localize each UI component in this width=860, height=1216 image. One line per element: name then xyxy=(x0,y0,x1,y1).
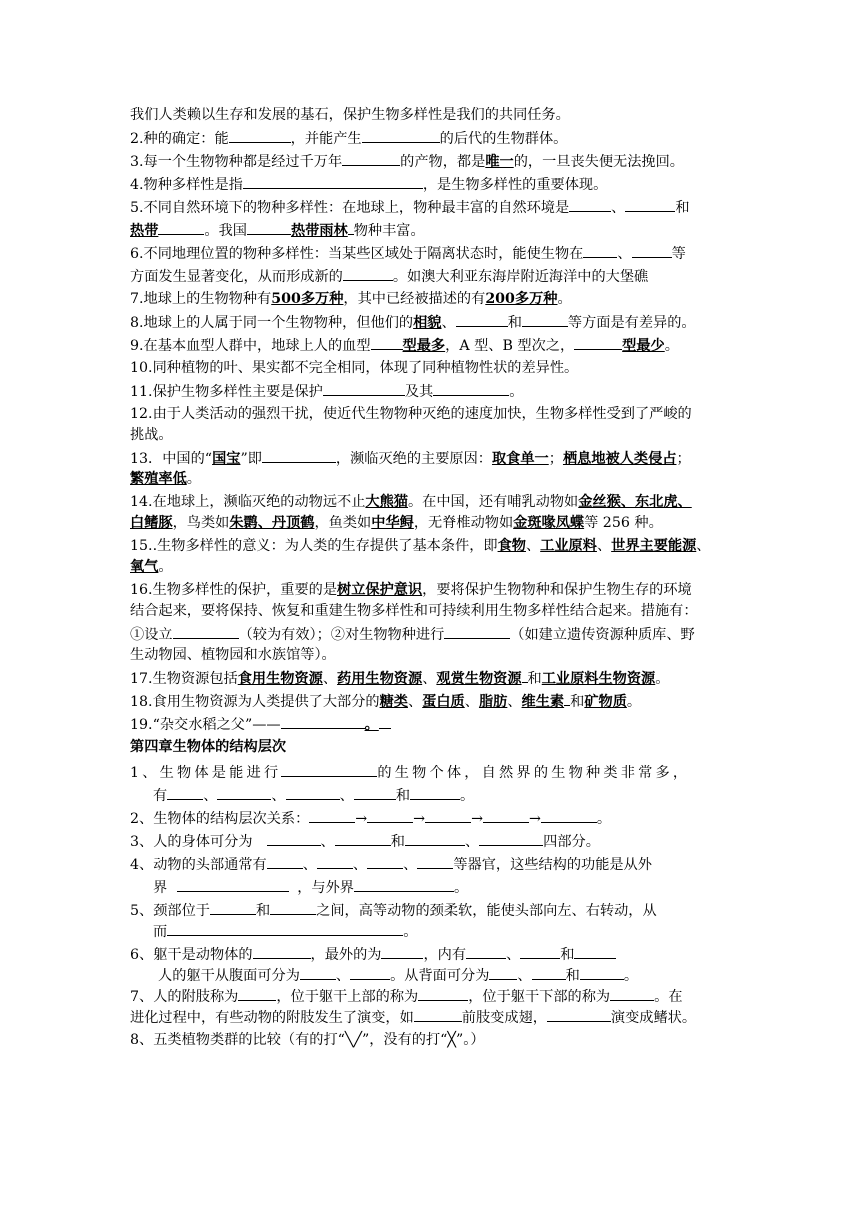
text: ，并能产生 xyxy=(290,131,362,147)
line-21 xyxy=(130,557,735,577)
text: 6、躯干是动物体的 xyxy=(130,947,253,963)
blank[interactable] xyxy=(417,854,453,869)
line-4 xyxy=(130,174,735,195)
text: ； xyxy=(676,451,691,467)
text: 、 xyxy=(441,315,456,331)
text: 生动物园、植物园和水族馆等）。 xyxy=(130,647,336,663)
text: 和 xyxy=(570,694,585,710)
blank[interactable] xyxy=(456,312,508,327)
text: 、 xyxy=(407,694,423,710)
key-term: 相貌 xyxy=(413,315,442,331)
key-term: 栖息地被人类侵占 xyxy=(562,451,677,467)
blank[interactable] xyxy=(243,174,423,189)
key-term: 型最多 xyxy=(402,338,446,354)
arrow-icon: → xyxy=(413,811,426,827)
blank[interactable] xyxy=(547,1007,611,1022)
text: ，A 型、B 型次之， xyxy=(445,338,575,354)
blank[interactable] xyxy=(335,831,391,846)
text: 17.生物资源包括 xyxy=(130,671,238,687)
key-term: 大熊猫 xyxy=(365,494,408,510)
text: 、 xyxy=(203,788,218,804)
line-1 xyxy=(130,105,735,125)
line-13 xyxy=(130,381,735,402)
blank[interactable] xyxy=(300,965,336,980)
text: ； xyxy=(548,451,563,467)
text: ，鱼类如 xyxy=(314,515,372,531)
text: 。 xyxy=(460,788,475,804)
blank[interactable] xyxy=(522,312,568,327)
text: 、 xyxy=(422,671,437,687)
text: 、 xyxy=(617,246,632,262)
line-11 xyxy=(130,335,735,356)
blank[interactable] xyxy=(217,785,271,800)
line-28 xyxy=(130,714,735,735)
line-16 xyxy=(130,448,735,469)
text: 12.由于人类活动的强烈干扰，使近代生物物种灭绝的速度加快，生物多样性受到了严峻的 xyxy=(130,406,692,422)
text: 物种丰富。 xyxy=(353,223,425,239)
text: 。 xyxy=(623,968,639,984)
text: 和 xyxy=(675,200,690,216)
line-41 xyxy=(130,1007,735,1028)
text: 及其 xyxy=(404,384,434,400)
text: 、 xyxy=(517,968,532,984)
blank[interactable] xyxy=(362,128,440,143)
text: 、 xyxy=(352,857,368,873)
text: 15..生物多样性的意义：为人类的生存提供了基本条件，即 xyxy=(130,538,498,554)
blank[interactable] xyxy=(270,900,316,915)
text: 6.不同地理位置的物种多样性：当某些区域处于隔离状态时，能使生物在 xyxy=(130,246,584,262)
text: 结合起来，要将保持、恢复和重建生物多样性和可持续利用生物多样性结合起来。措施有： xyxy=(130,603,698,619)
text: 进化过程中，有些动物的附肢发生了演变，如 xyxy=(130,1010,414,1026)
key-term: 金丝猴、东北虎、 xyxy=(578,494,692,510)
blank[interactable] xyxy=(574,335,622,350)
text: 等 256 种。 xyxy=(584,515,663,531)
line-17 xyxy=(130,469,735,489)
blank[interactable] xyxy=(367,808,413,823)
line-14 xyxy=(130,404,735,424)
key-term: 热带雨林 xyxy=(290,223,348,239)
line-2 xyxy=(130,128,735,149)
key-term: 200多万种 xyxy=(485,291,558,307)
blank[interactable] xyxy=(371,335,403,350)
text: ，其中已经被描述的有 xyxy=(343,291,486,307)
text: ，内有 xyxy=(423,947,467,963)
line-33 xyxy=(130,831,735,852)
line-20 xyxy=(130,536,735,556)
text: 8、五类植物类群的比较（有的打“╲╱”，没有的打“╳”。） xyxy=(130,1032,485,1048)
text: 和 xyxy=(255,903,271,919)
text: 的后代的生物群体。 xyxy=(439,131,568,147)
text: 我们人类赖以生存和发展的基石，保护生物多样性是我们的共同任务。 xyxy=(130,107,570,123)
text: 。 xyxy=(403,924,418,940)
line-3 xyxy=(130,151,735,172)
text: 。 xyxy=(364,717,379,733)
key-term: 白鳍豚 xyxy=(130,515,173,531)
blank[interactable] xyxy=(173,624,239,639)
blank[interactable] xyxy=(425,808,471,823)
text: 、 xyxy=(507,694,522,710)
text: 之间，高等动物的颈柔软，能使头部向左、右转动，从 xyxy=(316,903,657,919)
blank[interactable] xyxy=(381,944,423,959)
heading-text: 第四章生物体的结构层次 xyxy=(130,739,287,755)
key-term: 蛋白质 xyxy=(422,694,465,710)
text: 等 xyxy=(671,246,686,262)
line-8 xyxy=(130,266,735,287)
text: 四部分。 xyxy=(543,834,600,850)
key-term: 糖类 xyxy=(379,694,408,710)
blank[interactable] xyxy=(574,944,616,959)
blank[interactable] xyxy=(479,831,543,846)
text: 、 xyxy=(322,671,338,687)
line-10 xyxy=(130,312,735,333)
text: 。 xyxy=(664,338,679,354)
text: 2.种的确定：能 xyxy=(130,131,229,147)
text: 的生物个体，自然界的生物种类非常多， xyxy=(377,765,691,781)
line-42 xyxy=(130,1030,735,1050)
text: 9.在基本血型人群中，地球上人的血型 xyxy=(130,338,371,354)
text: 、 xyxy=(320,834,335,850)
text: ，无脊椎动物如 xyxy=(413,515,514,531)
key-term: 矿物质 xyxy=(584,694,627,710)
text: 7.地球上的生物物种有 xyxy=(130,291,272,307)
text: 。如澳大利亚东海岸附近海洋中的大堡礁 xyxy=(392,269,649,285)
blank[interactable] xyxy=(247,220,291,235)
text: 。在中国，还有哺乳动物如 xyxy=(407,494,579,510)
chapter-heading xyxy=(130,737,735,757)
blank[interactable] xyxy=(405,831,465,846)
blank[interactable] xyxy=(367,854,403,869)
line-40 xyxy=(130,986,735,1007)
blank[interactable] xyxy=(267,831,321,846)
blank[interactable] xyxy=(632,243,672,258)
blank[interactable] xyxy=(281,762,377,777)
line-36 xyxy=(130,900,735,921)
key-term: 食物 xyxy=(497,538,526,554)
key-term: 热带 xyxy=(130,223,159,239)
blank[interactable] xyxy=(342,151,400,166)
text: ，要将保护生物物种和保护生物生存的环境 xyxy=(422,582,692,598)
line-6 xyxy=(130,220,735,241)
text: 的产物，都是 xyxy=(400,154,486,170)
arrow-icon: → xyxy=(355,811,368,827)
text: 。 xyxy=(158,559,173,575)
line-34 xyxy=(130,854,735,875)
blank[interactable] xyxy=(580,965,624,980)
line-12 xyxy=(130,358,735,378)
key-term: 氧气 xyxy=(130,559,159,575)
text: 、 xyxy=(611,200,626,216)
text: 3、人的身体可分为 xyxy=(130,834,253,850)
line-7 xyxy=(130,243,735,264)
text: 、 xyxy=(525,538,541,554)
line-26 xyxy=(130,668,735,689)
blank[interactable] xyxy=(354,785,396,800)
blank[interactable] xyxy=(541,808,597,823)
text: 10.同种植物的叶、果实都不完全相同，体现了同种植物性状的差异性。 xyxy=(130,360,579,376)
blank[interactable] xyxy=(354,877,454,892)
text: ，鸟类如 xyxy=(172,515,230,531)
blank[interactable] xyxy=(520,944,560,959)
line-31 xyxy=(153,785,758,806)
text: 的，一旦丧失便无法挽回。 xyxy=(513,154,684,170)
blank[interactable] xyxy=(267,854,303,869)
arrow-icon: → xyxy=(528,811,541,827)
text: 演变成鳍状。 xyxy=(610,1010,697,1026)
line-9 xyxy=(130,289,735,309)
text: 4.物种多样性是指 xyxy=(130,177,243,193)
text: 和 xyxy=(507,315,522,331)
blank[interactable] xyxy=(262,448,336,463)
key-term: 药用生物资源 xyxy=(337,671,423,687)
text: 5、颈部位于 xyxy=(130,903,210,919)
blank[interactable] xyxy=(625,197,675,212)
key-term: 型最少 xyxy=(622,338,665,354)
key-term: 中华鲟 xyxy=(371,515,414,531)
blank[interactable] xyxy=(350,965,390,980)
text: 、 xyxy=(339,788,354,804)
key-term: 繁殖率低 xyxy=(130,471,187,487)
key-term: 工业原料 xyxy=(540,538,597,554)
text: 4、动物的头部通常有 xyxy=(130,857,267,873)
text: 3.每一个生物物种都是经过千万年 xyxy=(130,154,343,170)
blank[interactable] xyxy=(466,944,506,959)
text: 方面发生显著变化，从而形成新的 xyxy=(130,269,343,285)
blank[interactable] xyxy=(414,1007,462,1022)
text: ①设立 xyxy=(130,627,173,643)
line-5 xyxy=(130,197,735,218)
text: 等器官，这些结构的功能是从外 xyxy=(453,857,652,873)
text: 。我国 xyxy=(204,223,247,239)
blank[interactable] xyxy=(433,381,509,396)
blank[interactable] xyxy=(343,266,393,281)
key-term: 国宝 xyxy=(212,451,241,467)
line-24 xyxy=(130,624,735,645)
blank[interactable] xyxy=(167,785,203,800)
text: 、 xyxy=(464,694,479,710)
blank[interactable] xyxy=(317,854,353,869)
text: 。 xyxy=(626,694,642,710)
blank[interactable] xyxy=(410,785,460,800)
line-35 xyxy=(153,877,758,898)
blank[interactable] xyxy=(569,197,611,212)
text: 7、人的附肢称为 xyxy=(130,989,239,1005)
text: 、 xyxy=(302,857,317,873)
line-30 xyxy=(130,762,735,783)
line-23 xyxy=(130,601,735,621)
blank[interactable] xyxy=(323,381,405,396)
key-term: 金斑喙凤蝶 xyxy=(513,515,585,531)
blank[interactable] xyxy=(483,808,529,823)
text: 8.地球上的人属于同一个生物物种，但他们的 xyxy=(130,315,414,331)
blank[interactable] xyxy=(286,785,340,800)
text: 有 xyxy=(153,788,168,804)
blank[interactable] xyxy=(444,624,510,639)
text: 和 xyxy=(395,788,411,804)
text: （如建立遗传资源种质库、野 xyxy=(510,627,695,643)
key-term: 维生素 xyxy=(521,694,565,710)
text: 。 xyxy=(509,384,524,400)
text: 、 xyxy=(335,968,351,984)
blank[interactable] xyxy=(177,877,289,892)
text: 和 xyxy=(565,968,580,984)
blank[interactable] xyxy=(210,900,256,915)
key-term: 食用生物资源 xyxy=(237,671,323,687)
line-27 xyxy=(130,691,735,712)
key-term: 世界主要能源 xyxy=(611,538,697,554)
text: ，最外的为 xyxy=(310,947,382,963)
text: 18.食用生物资源为人类提供了大部分的 xyxy=(130,694,380,710)
key-term: 500多万种 xyxy=(271,291,344,307)
line-39 xyxy=(158,965,763,986)
text: 11.保护生物多样性主要是保护 xyxy=(130,384,323,400)
text: 、 xyxy=(506,947,521,963)
text: 2、生物体的结构层次关系： xyxy=(130,811,310,827)
key-term: 唯一 xyxy=(485,154,514,170)
text: 、 xyxy=(464,834,480,850)
key-term: 树立保护意识 xyxy=(337,582,423,598)
text: 。 xyxy=(596,811,612,827)
text: 19.“杂交水稻之父”—— xyxy=(130,717,281,733)
text: 16.生物多样性的保护，重要的是 xyxy=(130,582,338,598)
line-25 xyxy=(130,645,735,665)
key-term: 取食单一 xyxy=(491,451,549,467)
arrow-icon: → xyxy=(471,811,483,827)
text: 5.不同自然环境下的物种多样性：在地球上，物种最丰富的自然环境是 xyxy=(130,200,570,216)
blank[interactable] xyxy=(229,128,291,143)
text: ，位于躯干上部的称为 xyxy=(276,989,419,1005)
text: 、 xyxy=(696,538,711,554)
line-37 xyxy=(153,921,758,942)
text: 。 xyxy=(655,671,670,687)
text: 前肢变成翅， xyxy=(461,1010,547,1026)
text: 、 xyxy=(271,788,286,804)
line-22 xyxy=(130,580,735,600)
text: 、 xyxy=(596,538,612,554)
blank[interactable] xyxy=(238,986,276,1001)
blank[interactable] xyxy=(489,965,517,980)
key-term: 观赏生物资源 xyxy=(436,671,522,687)
text: 、 xyxy=(403,857,418,873)
text: 。 xyxy=(453,880,469,896)
text: 界 xyxy=(153,880,168,896)
blank[interactable] xyxy=(281,714,365,729)
text: 人的躯干从腹面可分为 xyxy=(158,968,300,984)
text: 挑战。 xyxy=(130,427,173,443)
text: 。 xyxy=(186,471,201,487)
text: 14.在地球上，濒临灭绝的动物远不止 xyxy=(130,494,366,510)
blank[interactable] xyxy=(610,986,654,1001)
text: ”即 xyxy=(240,451,262,467)
text: 等方面是有差异的。 xyxy=(567,315,696,331)
key-term: 工业原料生物资源 xyxy=(541,671,656,687)
text: 和 xyxy=(527,671,542,687)
line-38 xyxy=(130,944,735,965)
text: 。从背面可分为 xyxy=(390,968,490,984)
text: ，是生物多样性的重要体现。 xyxy=(422,177,608,193)
key-term: 脂肪 xyxy=(478,694,508,710)
line-32 xyxy=(130,808,735,829)
line-19 xyxy=(130,513,735,533)
text: 而 xyxy=(153,924,168,940)
text: ，位于躯干下部的称为 xyxy=(468,989,611,1005)
key-term: 朱鹮、丹顶鹤 xyxy=(229,515,315,531)
text: ，与外界 xyxy=(297,880,354,896)
blank[interactable] xyxy=(532,965,566,980)
text: 。 xyxy=(557,291,572,307)
line-18 xyxy=(130,492,735,512)
text: 和 xyxy=(560,947,575,963)
blank[interactable] xyxy=(379,714,391,729)
text: 和 xyxy=(390,834,405,850)
blank[interactable] xyxy=(158,220,204,235)
text: 13．中国的“ xyxy=(130,451,213,467)
blank[interactable] xyxy=(309,808,355,823)
blank[interactable] xyxy=(253,944,311,959)
text: ，濒临灭绝的主要原因： xyxy=(335,451,492,467)
blank[interactable] xyxy=(418,986,468,1001)
line-15 xyxy=(130,425,735,445)
text: 。在 xyxy=(654,989,683,1005)
text: 1、生物体是能进行 xyxy=(130,765,282,781)
text: （较为有效）；②对生物物种进行 xyxy=(238,627,445,643)
blank[interactable] xyxy=(167,921,403,936)
blank[interactable] xyxy=(583,243,617,258)
